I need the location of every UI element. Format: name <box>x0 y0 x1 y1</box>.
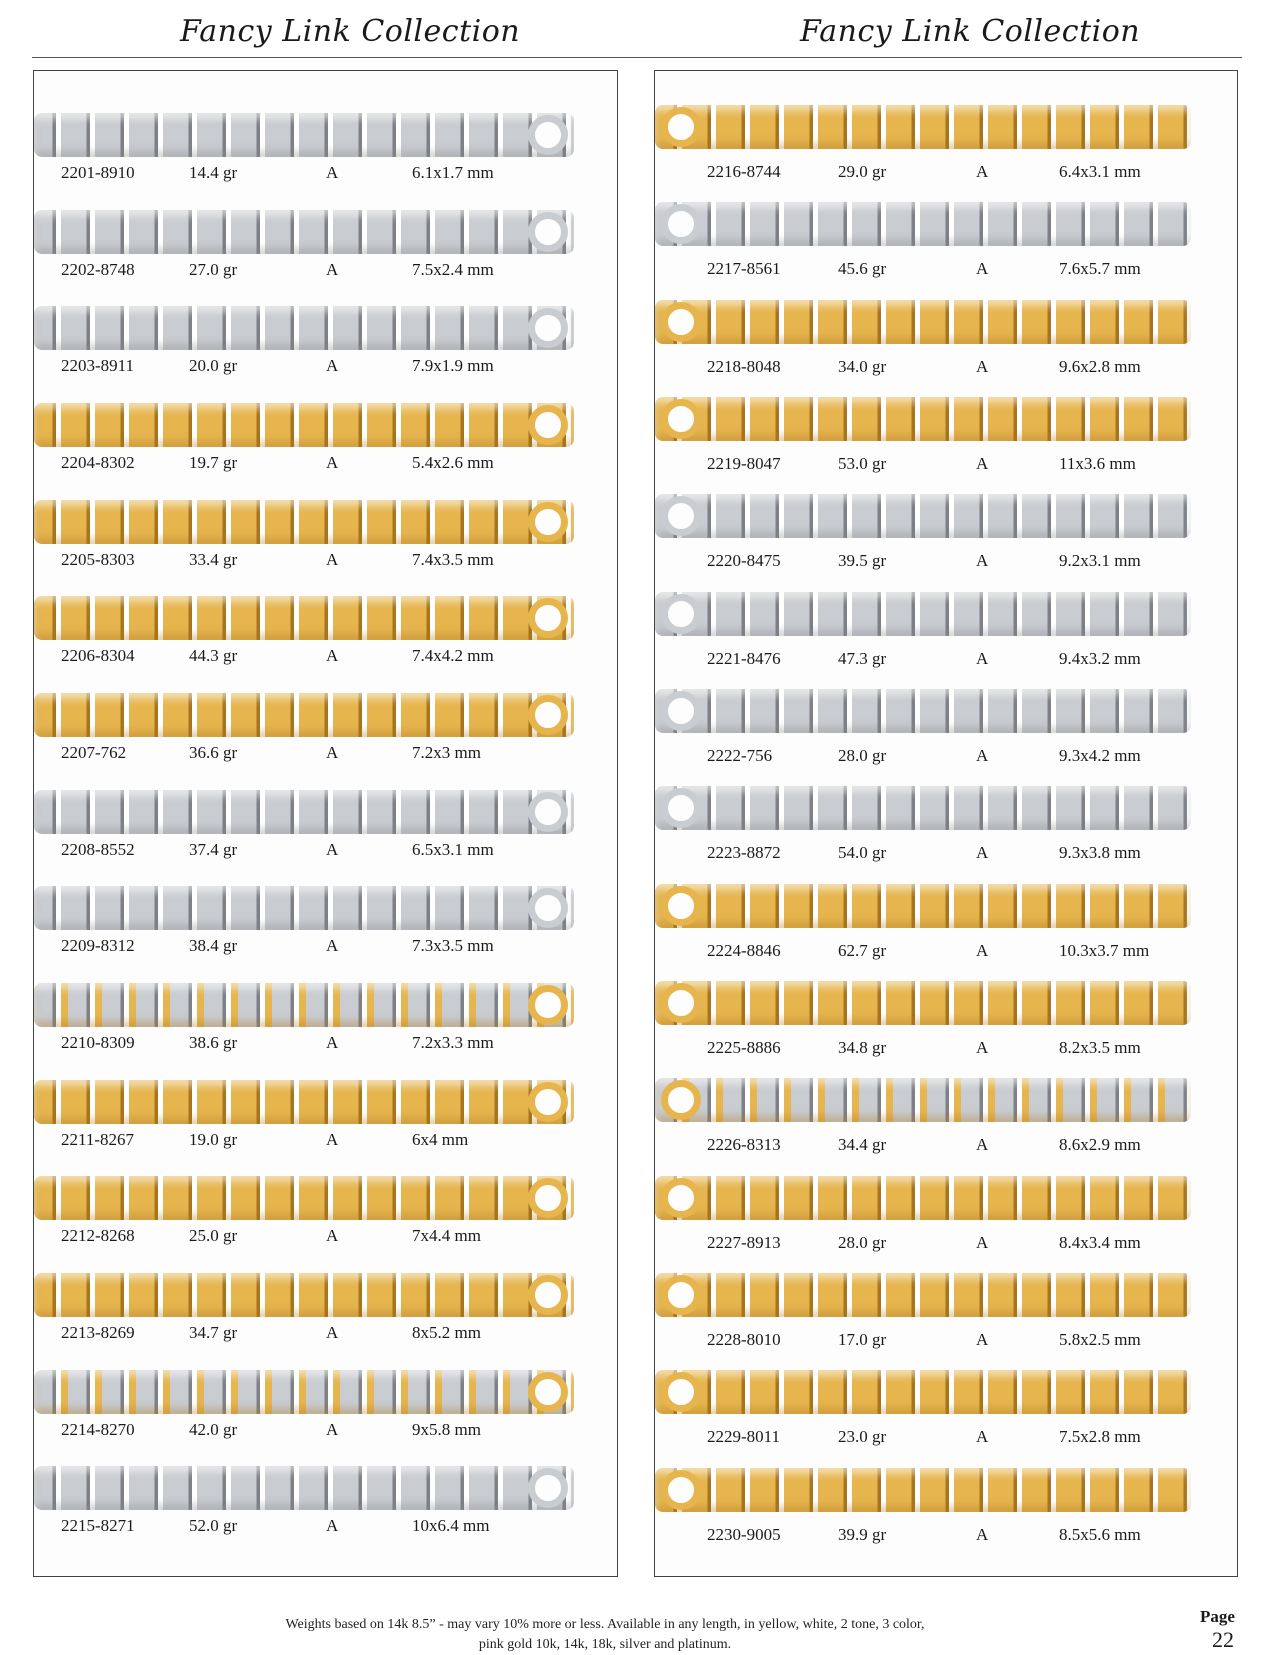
chain-image <box>655 1468 1191 1512</box>
product-weight: 25.0 gr <box>189 1226 238 1246</box>
chain-links <box>34 1176 574 1220</box>
product-weight: 14.4 gr <box>189 163 238 182</box>
product-grade: A <box>326 163 339 182</box>
product-weight: 28.0 gr <box>838 1232 887 1252</box>
chain-image <box>34 403 574 447</box>
lobster-clasp-icon <box>661 107 701 147</box>
chain-image <box>655 786 1191 830</box>
product-item <box>34 496 617 593</box>
product-grade: A <box>326 1226 339 1246</box>
product-item <box>655 880 1237 977</box>
product-item <box>655 393 1237 490</box>
product-size: 9.6x2.8 mm <box>1059 356 1141 376</box>
product-grade: A <box>326 936 339 956</box>
product-weight: 23.0 gr <box>838 1427 887 1447</box>
product-sku: 2226-8313 <box>707 1135 781 1155</box>
product-grade: A <box>976 1427 989 1447</box>
product-size: 6x4 mm <box>412 1129 469 1149</box>
product-grade: A <box>976 1135 989 1155</box>
product-item <box>34 1462 617 1559</box>
product-weight: 62.7 gr <box>838 940 887 960</box>
lobster-clasp-icon <box>661 302 701 342</box>
chain-image <box>34 596 574 640</box>
product-item <box>655 296 1237 393</box>
product-sku: 2225-8886 <box>707 1038 781 1057</box>
product-weight: 45.6 gr <box>838 259 887 279</box>
chain-image <box>655 494 1191 538</box>
chain-image <box>655 202 1191 246</box>
product-grade: A <box>326 1419 339 1439</box>
product-weight: 33.4 gr <box>189 549 238 569</box>
product-size: 8.2x3.5 mm <box>1059 1038 1141 1057</box>
product-item <box>34 786 617 883</box>
product-sku: 2220-8475 <box>707 551 781 571</box>
product-weight: 34.0 gr <box>838 356 887 376</box>
product-weight: 47.3 gr <box>838 648 887 668</box>
product-grade: A <box>326 1033 339 1052</box>
product-sku: 2208-8552 <box>61 839 135 859</box>
chain-links <box>34 500 574 544</box>
product-size: 7.3x3.5 mm <box>412 936 494 956</box>
product-grade: A <box>976 1524 989 1544</box>
footer-line-2: pink gold 10k, 14k, 18k, silver and platinum. <box>478 1637 732 1652</box>
product-size: 7.2x3 mm <box>412 743 481 762</box>
product-size: 6.4x3.1 mm <box>1059 162 1141 181</box>
product-item <box>655 782 1237 879</box>
product-grade: A <box>976 1038 989 1057</box>
product-sku: 2222-756 <box>707 746 773 765</box>
lobster-clasp-icon <box>661 691 701 731</box>
product-size: 7x4.4 mm <box>412 1226 481 1246</box>
product-item <box>655 1269 1237 1366</box>
chain-image <box>655 1078 1191 1122</box>
catalog-panel-right <box>654 70 1238 1577</box>
product-grade: A <box>326 839 339 859</box>
lobster-clasp-icon <box>661 399 701 439</box>
product-sku: 2214-8270 <box>61 1419 135 1439</box>
product-sku: 2201-8910 <box>61 163 135 182</box>
product-grade: A <box>976 551 989 571</box>
chain-links <box>34 1370 574 1414</box>
product-weight: 19.0 gr <box>189 1129 238 1149</box>
product-item <box>34 979 617 1076</box>
product-item <box>655 1172 1237 1269</box>
chain-links <box>655 1370 1191 1414</box>
product-size: 11x3.6 mm <box>1059 454 1136 473</box>
product-weight: 38.4 gr <box>189 936 238 956</box>
chain-image <box>34 306 574 350</box>
lobster-clasp-icon <box>528 1082 568 1122</box>
product-item <box>34 302 617 399</box>
product-sku: 2213-8269 <box>61 1323 135 1342</box>
product-sku: 2219-8047 <box>707 454 781 473</box>
product-grade: A <box>326 743 339 762</box>
product-weight: 53.0 gr <box>838 454 887 473</box>
chain-links <box>34 983 574 1027</box>
product-size: 8.4x3.4 mm <box>1059 1232 1141 1252</box>
footer-note <box>200 1615 1010 1655</box>
chain-image <box>655 397 1191 441</box>
chain-links <box>34 210 574 254</box>
product-size: 5.8x2.5 mm <box>1059 1330 1141 1349</box>
product-grade: A <box>976 454 989 473</box>
product-size: 6.1x1.7 mm <box>412 163 494 182</box>
product-sku: 2212-8268 <box>61 1226 135 1246</box>
chain-links <box>655 1176 1191 1220</box>
lobster-clasp-icon <box>528 502 568 542</box>
product-sku: 2227-8913 <box>707 1232 781 1252</box>
lobster-clasp-icon <box>661 1178 701 1218</box>
product-sku: 2229-8011 <box>707 1427 781 1447</box>
product-grade: A <box>326 453 339 472</box>
chain-links <box>655 981 1191 1025</box>
product-sku: 2210-8309 <box>61 1033 135 1052</box>
product-sku: 2221-8476 <box>707 648 781 668</box>
chain-links <box>655 786 1191 830</box>
product-size: 9.3x4.2 mm <box>1059 746 1141 765</box>
chain-image <box>655 981 1191 1025</box>
chain-links <box>34 306 574 350</box>
product-item <box>655 1464 1237 1561</box>
product-grade: A <box>326 356 339 376</box>
chain-links <box>655 689 1191 733</box>
product-weight: 34.7 gr <box>189 1323 238 1342</box>
product-size: 5.4x2.6 mm <box>412 453 494 472</box>
lobster-clasp-icon <box>528 1275 568 1315</box>
product-grade: A <box>976 746 989 765</box>
product-weight: 37.4 gr <box>189 839 238 859</box>
product-weight: 42.0 gr <box>189 1419 238 1439</box>
product-weight: 38.6 gr <box>189 1033 238 1052</box>
lobster-clasp-icon <box>661 983 701 1023</box>
product-size: 7.4x3.5 mm <box>412 549 494 569</box>
product-weight: 34.4 gr <box>838 1135 887 1155</box>
lobster-clasp-icon <box>528 115 568 155</box>
chain-image <box>34 1466 574 1510</box>
lobster-clasp-icon <box>528 1372 568 1412</box>
product-grade: A <box>976 1232 989 1252</box>
chain-image <box>34 790 574 834</box>
page-title-left: Fancy Link Collection <box>180 14 521 49</box>
lobster-clasp-icon <box>661 594 701 634</box>
chain-links <box>655 202 1191 246</box>
product-size: 7.5x2.8 mm <box>1059 1427 1141 1447</box>
chain-image <box>655 1273 1191 1317</box>
product-sku: 2218-8048 <box>707 356 781 376</box>
chain-image <box>34 1273 574 1317</box>
chain-image <box>655 884 1191 928</box>
product-grade: A <box>976 648 989 668</box>
chain-links <box>655 1468 1191 1512</box>
product-sku: 2215-8271 <box>61 1516 135 1536</box>
product-grade: A <box>326 1129 339 1149</box>
product-grade: A <box>326 259 339 279</box>
page-label: Page <box>1200 1607 1235 1626</box>
product-grade: A <box>976 356 989 376</box>
product-sku: 2211-8267 <box>61 1129 135 1149</box>
product-item <box>34 1172 617 1269</box>
product-sku: 2228-8010 <box>707 1330 781 1349</box>
product-item <box>655 1366 1237 1463</box>
product-grade: A <box>326 1516 339 1536</box>
chain-links <box>34 1273 574 1317</box>
chain-image <box>34 1176 574 1220</box>
product-size: 9.2x3.1 mm <box>1059 551 1141 571</box>
chain-links <box>34 693 574 737</box>
footer-line-1: Weights based on 14k 8.5” - may vary 10% more or less. Available in any length, in yellow, white, 2 tone, 3 color, <box>285 1617 925 1632</box>
product-grade: A <box>976 940 989 960</box>
product-grade: A <box>976 259 989 279</box>
product-grade: A <box>326 1323 339 1342</box>
product-item <box>34 399 617 496</box>
chain-image <box>34 1370 574 1414</box>
lobster-clasp-icon <box>528 405 568 445</box>
chain-image <box>34 210 574 254</box>
product-weight: 29.0 gr <box>838 162 887 181</box>
product-size: 7.2x3.3 mm <box>412 1033 494 1052</box>
page-number: 22 <box>1212 1627 1234 1652</box>
chain-links <box>655 105 1191 149</box>
product-item <box>655 685 1237 782</box>
product-weight: 36.6 gr <box>189 743 238 762</box>
product-grade: A <box>326 646 339 666</box>
product-size: 10x6.4 mm <box>412 1516 490 1536</box>
product-item <box>34 689 617 786</box>
page-title-right: Fancy Link Collection <box>800 14 1141 49</box>
chain-links <box>34 886 574 930</box>
chain-image <box>655 1176 1191 1220</box>
product-size: 9x5.8 mm <box>412 1419 481 1439</box>
product-sku: 2206-8304 <box>61 646 135 666</box>
chain-image <box>34 113 574 157</box>
product-weight: 54.0 gr <box>838 843 887 863</box>
product-sku: 2217-8561 <box>707 259 781 279</box>
chain-links <box>34 790 574 834</box>
chain-links <box>655 300 1191 344</box>
lobster-clasp-icon <box>661 1470 701 1510</box>
chain-links <box>655 397 1191 441</box>
lobster-clasp-icon <box>528 695 568 735</box>
product-item <box>655 588 1237 685</box>
product-item <box>655 977 1237 1074</box>
product-weight: 28.0 gr <box>838 746 887 765</box>
product-item <box>34 1076 617 1173</box>
product-item <box>655 198 1237 295</box>
chain-image <box>34 500 574 544</box>
product-grade: A <box>976 1330 989 1349</box>
product-sku: 2207-762 <box>61 743 127 762</box>
product-size: 9.3x3.8 mm <box>1059 843 1141 863</box>
product-size: 8x5.2 mm <box>412 1323 481 1342</box>
product-sku: 2216-8744 <box>707 162 781 181</box>
product-weight: 39.9 gr <box>838 1524 887 1544</box>
catalog-panel-left <box>33 70 618 1577</box>
product-size: 9.4x3.2 mm <box>1059 648 1141 668</box>
product-weight: 27.0 gr <box>189 259 238 279</box>
chain-links <box>655 884 1191 928</box>
product-item <box>34 592 617 689</box>
product-sku: 2203-8911 <box>61 356 135 376</box>
product-size: 8.6x2.9 mm <box>1059 1135 1141 1155</box>
product-size: 10.3x3.7 mm <box>1059 940 1150 960</box>
header-divider <box>32 57 1242 58</box>
lobster-clasp-icon <box>528 792 568 832</box>
chain-links <box>34 1080 574 1124</box>
product-sku: 2223-8872 <box>707 843 781 863</box>
product-item <box>34 1269 617 1366</box>
chain-links <box>655 1078 1191 1122</box>
product-item <box>655 490 1237 587</box>
product-item <box>655 1074 1237 1171</box>
chain-links <box>655 592 1191 636</box>
product-weight: 19.7 gr <box>189 453 238 472</box>
lobster-clasp-icon <box>661 1275 701 1315</box>
chain-links <box>34 596 574 640</box>
product-grade: A <box>976 843 989 863</box>
chain-links <box>655 494 1191 538</box>
chain-links <box>34 1466 574 1510</box>
product-sku: 2204-8302 <box>61 453 135 472</box>
product-grade: A <box>976 162 989 181</box>
product-size: 7.4x4.2 mm <box>412 646 494 666</box>
product-size: 7.6x5.7 mm <box>1059 259 1141 279</box>
product-weight: 39.5 gr <box>838 551 887 571</box>
product-weight: 34.8 gr <box>838 1038 887 1057</box>
product-sku: 2230-9005 <box>707 1524 781 1544</box>
product-item <box>34 882 617 979</box>
lobster-clasp-icon <box>528 212 568 252</box>
chain-image <box>655 1370 1191 1414</box>
chain-links <box>34 403 574 447</box>
product-item <box>34 1366 617 1463</box>
product-weight: 20.0 gr <box>189 356 238 376</box>
product-size: 8.5x5.6 mm <box>1059 1524 1141 1544</box>
product-weight: 44.3 gr <box>189 646 238 666</box>
chain-image <box>655 689 1191 733</box>
product-size: 6.5x3.1 mm <box>412 839 494 859</box>
product-item <box>34 206 617 303</box>
product-weight: 52.0 gr <box>189 1516 238 1536</box>
lobster-clasp-icon <box>661 886 701 926</box>
product-item <box>34 109 617 206</box>
product-sku: 2202-8748 <box>61 259 135 279</box>
chain-image <box>34 983 574 1027</box>
chain-links <box>655 1273 1191 1317</box>
product-sku: 2205-8303 <box>61 549 135 569</box>
product-weight: 17.0 gr <box>838 1330 887 1349</box>
product-size: 7.5x2.4 mm <box>412 259 494 279</box>
chain-image <box>655 592 1191 636</box>
chain-links <box>34 113 574 157</box>
product-size: 7.9x1.9 mm <box>412 356 494 376</box>
chain-image <box>655 105 1191 149</box>
product-sku: 2209-8312 <box>61 936 135 956</box>
product-sku: 2224-8846 <box>707 940 781 960</box>
chain-image <box>655 300 1191 344</box>
lobster-clasp-icon <box>528 985 568 1025</box>
chain-image <box>34 886 574 930</box>
product-grade: A <box>326 549 339 569</box>
product-item <box>655 101 1237 198</box>
chain-image <box>34 1080 574 1124</box>
chain-image <box>34 693 574 737</box>
